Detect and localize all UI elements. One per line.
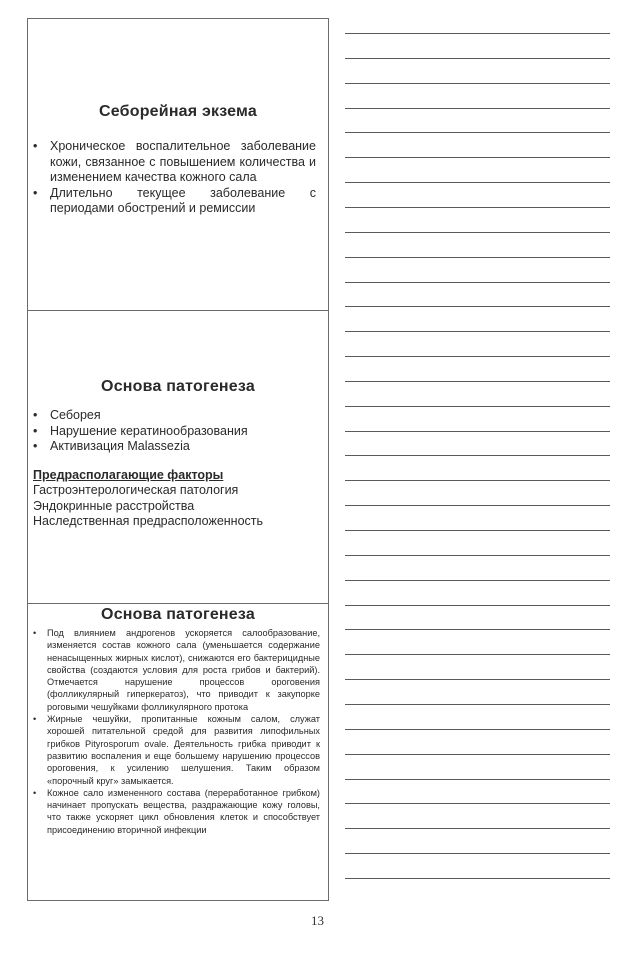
bullet-list: [33, 627, 320, 836]
bullet-list: [33, 139, 316, 217]
bullet-item: • Под влиянием андрогенов ускоряется салообразование, изменяется состав кожного сала (уменьшается содержание ненасыщенных жирных кислот), снижаются его бактерицидные свойства (создаются условия для роста грибов и бактерий). Отмечается нарушение процессов ороговения (фолликулярный гиперкератоз), что приводит к закупорке роговыми чешуйками фолликулярного протока: [33, 627, 320, 713]
bullet-item: • Нарушение кератинообразования: [33, 424, 318, 440]
note-line: [345, 406, 610, 407]
note-line: [345, 282, 610, 283]
slide-title: Основа патогенеза: [101, 378, 255, 395]
bullet-item: • Активизация Malassezia: [33, 439, 318, 455]
bullet-item: • Кожное сало измененного состава (переработанное грибком) начинает пропускать вещества, раздражающие кожу головы, что также ускоряет цикл обновления клеток и способствует присоединению вторичной инфекции: [33, 787, 320, 836]
note-line: [345, 803, 610, 804]
note-line: [345, 654, 610, 655]
factor-item: Эндокринные расстройства: [33, 498, 195, 513]
note-line: [345, 207, 610, 208]
note-line: [345, 132, 610, 133]
note-line: [345, 306, 610, 307]
bullet-item: • Хроническое воспалительное заболевание кожи, связанное с повышением количества и изменением качества кожного сала: [33, 139, 316, 186]
note-line: [345, 505, 610, 506]
note-line: [345, 580, 610, 581]
slide-title: Себорейная экзема: [99, 103, 257, 120]
slide-pathogenesis-basis: [27, 311, 329, 604]
note-line: [345, 704, 610, 705]
note-line: [345, 58, 610, 59]
page-number: 13: [311, 913, 324, 928]
predisposing-factors: [33, 468, 320, 530]
note-line: [345, 257, 610, 258]
note-line: [345, 729, 610, 730]
factor-item: Гастроэнтерологическая патология: [33, 483, 239, 497]
bullet-item: • Длительно текущее заболевание с периодами обострений и ремиссии: [33, 186, 316, 217]
slide-seborrheic-eczema: [27, 18, 329, 311]
note-line: [345, 555, 610, 556]
note-line: [345, 83, 610, 84]
note-line: [345, 605, 610, 606]
note-line: [345, 157, 610, 158]
note-line: [345, 182, 610, 183]
note-line: [345, 331, 610, 332]
note-line: [345, 33, 610, 34]
note-line: [345, 480, 610, 481]
note-line: [345, 530, 610, 531]
note-line: [345, 679, 610, 680]
note-line: [345, 108, 610, 109]
note-line: [345, 754, 610, 755]
slide-title: Основа патогенеза: [101, 606, 255, 623]
note-line: [345, 629, 610, 630]
factors-heading: Предрасполагающие факторы: [33, 467, 224, 482]
factor-item: Наследственная предрасположенность: [33, 514, 264, 528]
note-line: [345, 853, 610, 854]
note-line: [345, 431, 610, 432]
bullet-item: • Жирные чешуйки, пропитанные кожным салом, служат хорошей питательной средой для развития липофильных грибков Pityrosporum ovale. Деятельность грибка приводит к развитию воспаления и еще большему нарушению процессов ороговения, к усилению шелушения. Таким образом «порочный круг» замыкается.: [33, 713, 320, 787]
slide-pathogenesis-details: [27, 604, 329, 901]
note-line: [345, 828, 610, 829]
note-line: [345, 232, 610, 233]
slides-column: [27, 18, 329, 901]
bullet-item: • Себорея: [33, 408, 318, 424]
note-line: [345, 455, 610, 456]
note-line: [345, 356, 610, 357]
note-line: [345, 779, 610, 780]
note-line: [345, 878, 610, 879]
bullet-list: [33, 408, 318, 455]
note-line: [345, 381, 610, 382]
